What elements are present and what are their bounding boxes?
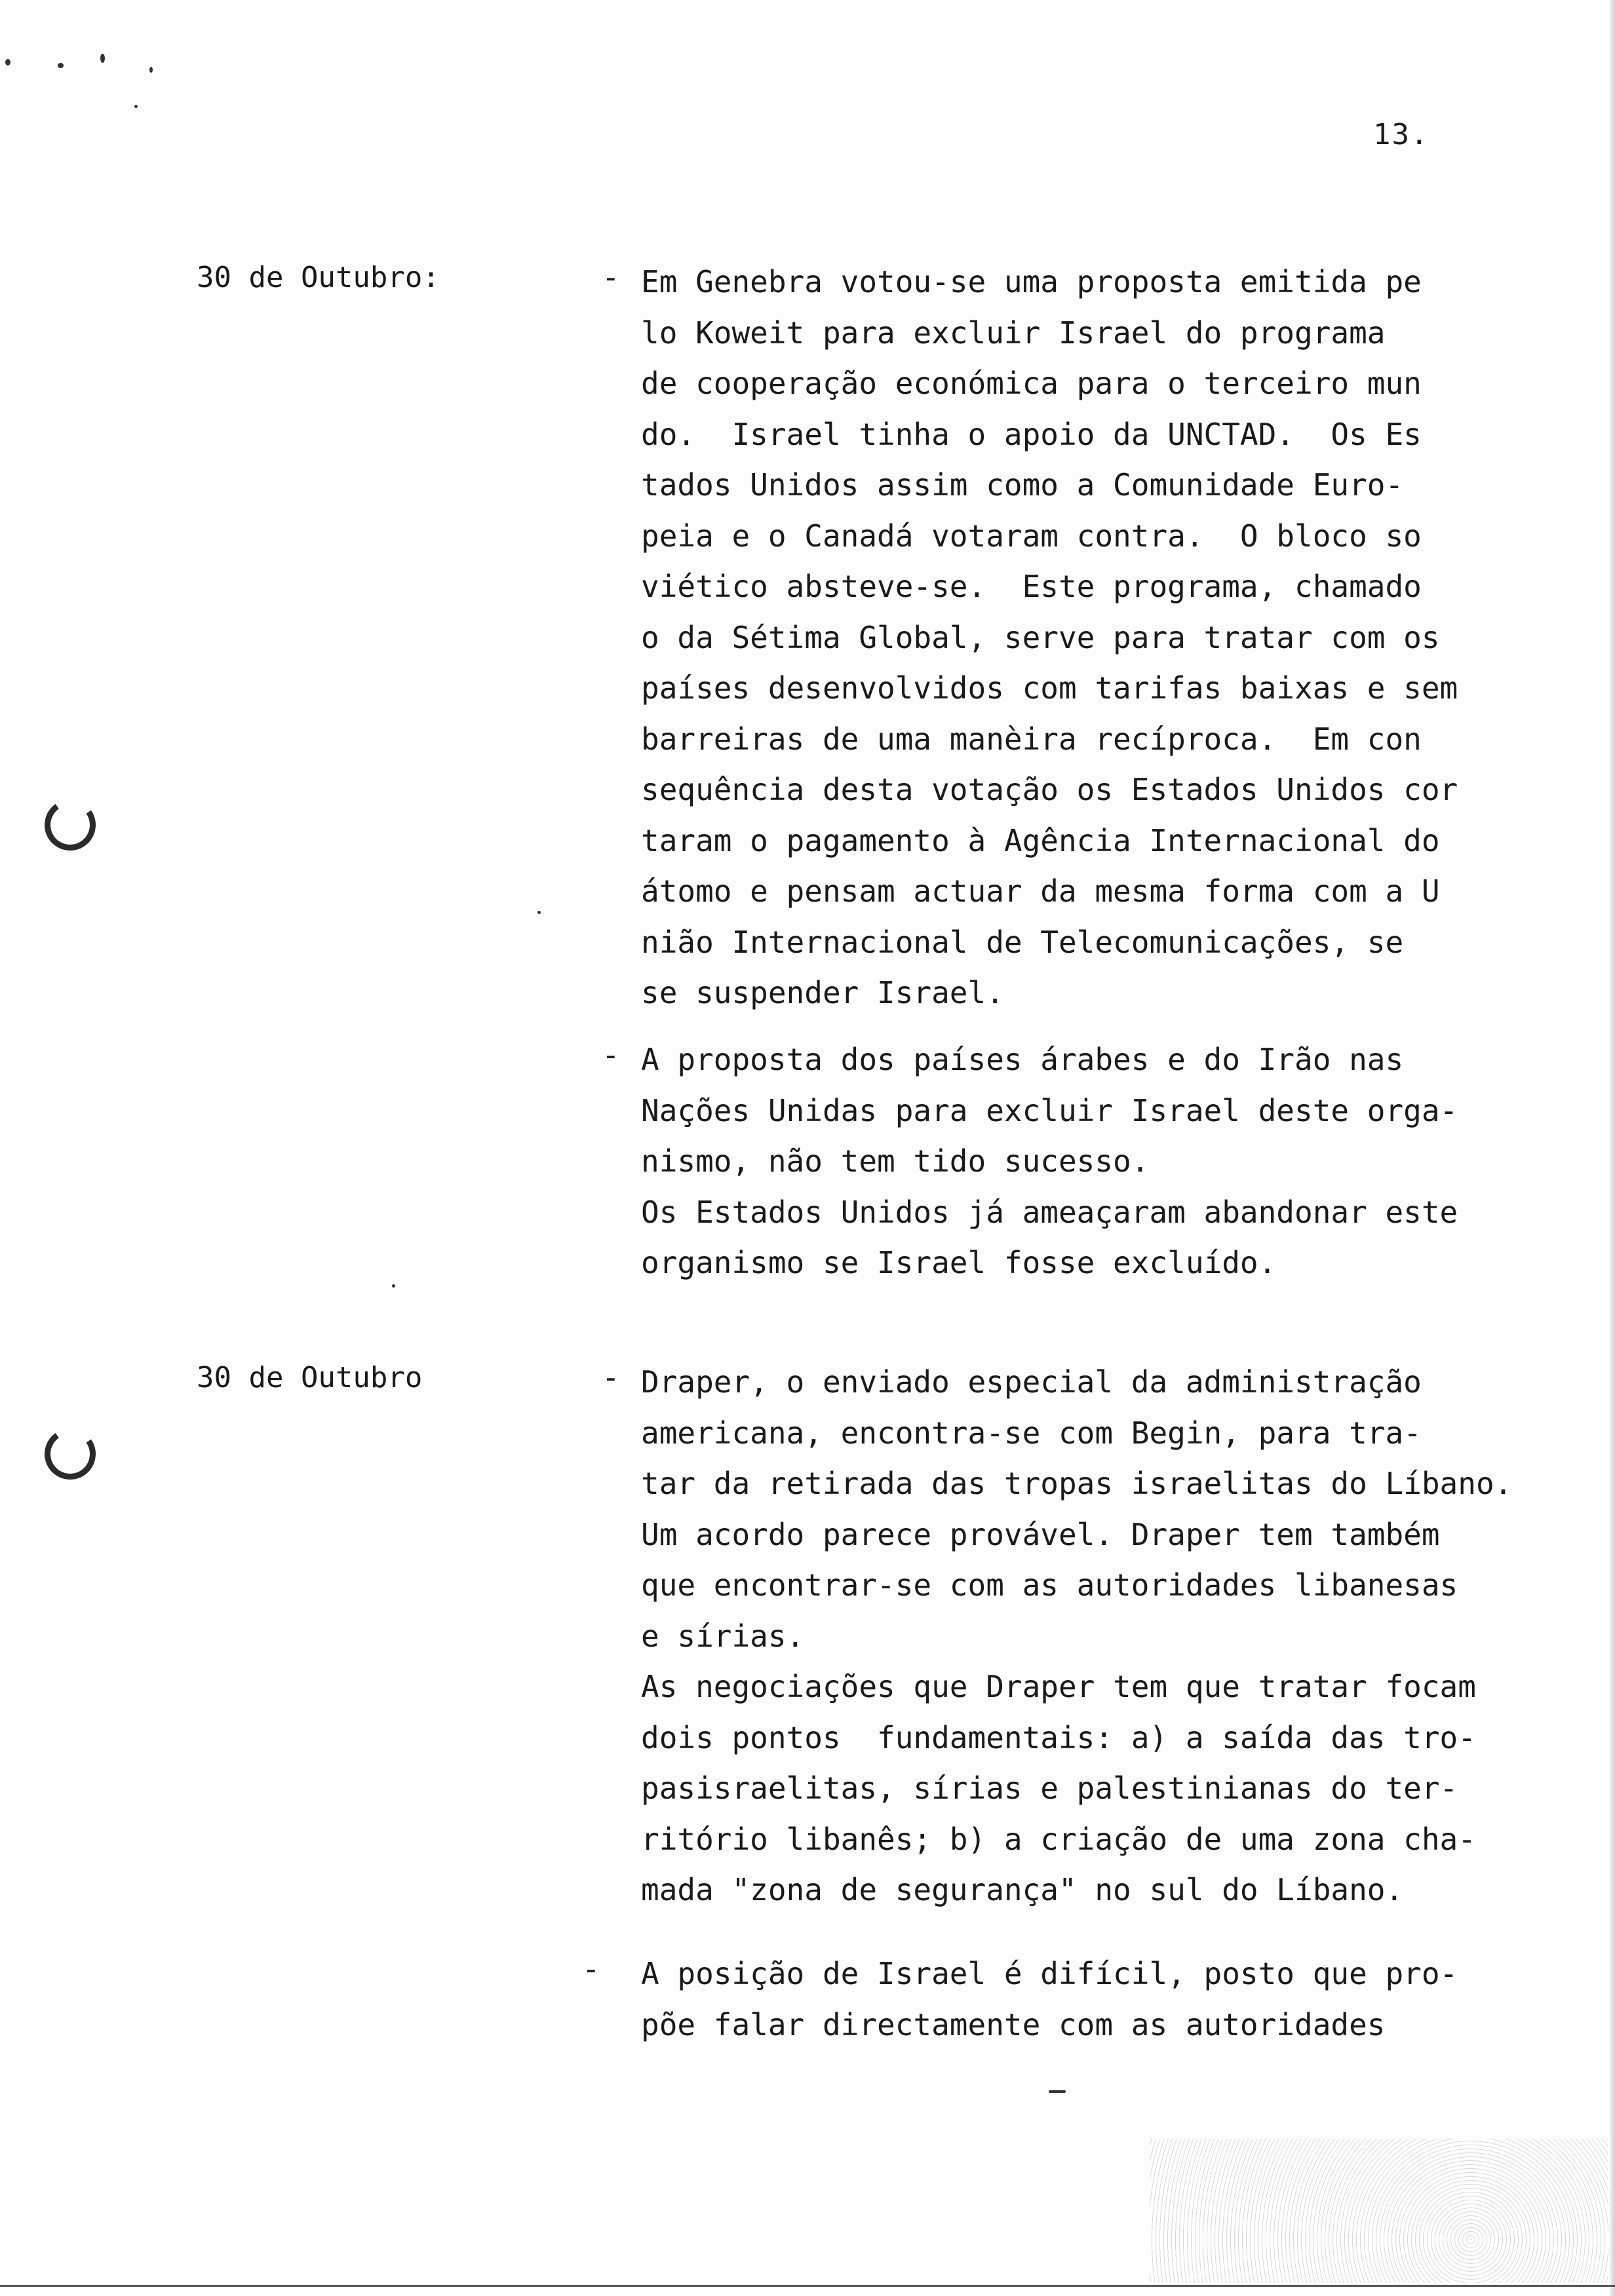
scan-speck <box>100 54 105 63</box>
punch-hole-mark <box>41 795 100 854</box>
paragraph-draper-mission <box>641 1357 1598 1916</box>
text-line: tados Unidos assim como a Comunidade Euro- <box>641 467 1404 503</box>
text-line: Um acordo parece provável. Draper tem também <box>641 1516 1440 1552</box>
text-line: átomo e pensam actuar da mesma forma com a U <box>641 873 1440 909</box>
bullet-dash: - <box>602 259 620 295</box>
text-line: e sírias. <box>641 1618 805 1654</box>
text-line: pasisraelitas, sírias e palestinianas do ter- <box>641 1770 1458 1806</box>
bullet-dash: - <box>582 1951 600 1987</box>
text-line: Nações Unidas para excluir Israel deste orga- <box>641 1092 1458 1128</box>
text-line: taram o pagamento à Agência Internacional do <box>641 822 1440 858</box>
page-edge-shadow <box>1610 0 1615 2296</box>
scan-speck <box>537 911 541 914</box>
bullet-dash: - <box>602 1360 620 1395</box>
text-line: organismo se Israel fosse excluído. <box>641 1245 1277 1280</box>
text-line: nismo, não tem tido sucesso. <box>641 1143 1150 1179</box>
text-line: se suspender Israel. <box>641 975 1004 1010</box>
text-line: dois pontos fundamentais: a) a saída das tro- <box>641 1719 1476 1755</box>
text-line: A posição de Israel é difícil, posto que pro- <box>641 1956 1458 1991</box>
text-line: de cooperação económica para o terceiro mun <box>641 366 1422 401</box>
scan-speck <box>1049 2090 1066 2093</box>
text-line: ritório libanês; b) a criação de uma zona cha- <box>641 1821 1476 1857</box>
text-line: barreiras de uma manèira recíproca. Em con <box>641 721 1422 757</box>
text-line: Os Estados Unidos já ameaçaram abandonar este <box>641 1194 1458 1230</box>
text-line: mada "zona de segurança" no sul do Líbano. <box>641 1872 1404 1907</box>
scan-speck <box>5 59 10 66</box>
text-line: lo Koweit para excluir Israel do programa <box>641 315 1386 351</box>
text-line: peia e o Canadá votaram contra. O bloco so <box>641 518 1422 554</box>
text-line: tar da retirada das tropas israelitas do Líbano. <box>641 1466 1513 1501</box>
page-bottom-edge <box>0 2285 1615 2287</box>
scan-speck <box>149 67 153 73</box>
text-line: A proposta dos países árabes e do Irão nas <box>641 1042 1404 1077</box>
text-line: nião Internacional de Telecomunicações, se <box>641 924 1404 960</box>
text-line: do. Israel tinha o apoio da UNCTAD. Os Es <box>641 416 1422 452</box>
text-line: o da Sétima Global, serve para tratar com os <box>641 619 1440 655</box>
paragraph-un-proposal <box>641 1035 1598 1289</box>
scan-noise <box>1150 2139 1608 2283</box>
bullet-dash: - <box>602 1037 620 1073</box>
text-line: As negociações que Draper tem que tratar focam <box>641 1669 1476 1704</box>
text-line: põe falar directamente com as autoridades <box>641 2006 1386 2042</box>
text-line: sequência desta votação os Estados Unidos cor <box>641 772 1458 807</box>
text-line: americana, encontra-se com Begin, para tra- <box>641 1415 1422 1451</box>
paragraph-geneva-vote <box>641 257 1598 1019</box>
text-line: países desenvolvidos com tarifas baixas e sem <box>641 670 1458 706</box>
text-line: viético absteve-se. Este programa, chamado <box>641 569 1422 604</box>
text-line: Em Genebra votou-se uma proposta emitida pe <box>641 264 1422 299</box>
scan-speck <box>58 63 64 68</box>
scan-speck <box>392 1284 395 1288</box>
text-line: Draper, o enviado especial da administração <box>641 1364 1422 1400</box>
page-number: 13. <box>1373 118 1430 151</box>
paragraph-israel-position <box>641 1949 1598 2050</box>
punch-hole-mark <box>41 1425 100 1483</box>
text-line: que encontrar-se com as autoridades libanesas <box>641 1567 1458 1603</box>
entry-date-2: 30 de Outubro <box>197 1361 423 1394</box>
entry-date-1: 30 de Outubro: <box>197 261 440 294</box>
scan-speck <box>134 105 138 108</box>
